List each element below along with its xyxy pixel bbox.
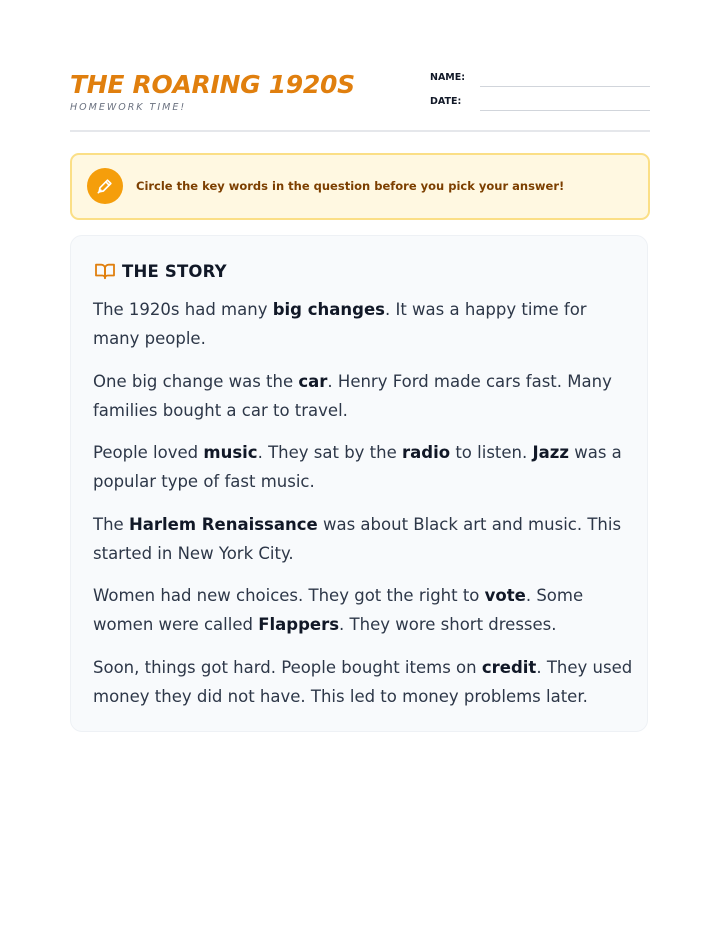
key-word: music [203,443,258,462]
story-paragraph [93,367,633,425]
story-paragraph [93,295,633,353]
story-text: One big change was the [93,371,299,391]
story-text: . It was a happy time for many people. [93,300,587,348]
story-text: Soon, things got hard. People bought items on [93,657,482,677]
story-text: . Some women were called [93,586,584,634]
story-text: Women had new choices. They got the right to [93,586,485,605]
story-title: THE STORY [122,261,227,281]
story-body [93,295,633,724]
story-heading [94,260,227,282]
pencil-edit-icon [87,168,123,204]
date-line[interactable] [480,110,650,111]
story-text: to listen. [450,443,533,462]
name-field[interactable] [430,72,650,92]
story-text: . They sat by the [257,443,403,462]
open-book-icon [94,262,116,280]
story-text: . They used money they did not have. This led to money problems later. [93,657,633,706]
key-word: radio [402,443,451,462]
key-word: Flappers [258,615,340,634]
key-word: big changes [272,300,385,319]
story-text: was a popular type of fast music. [93,443,622,491]
story-panel [70,235,648,732]
story-paragraph [93,438,633,496]
story-paragraph [93,510,633,568]
date-label: DATE: [430,96,462,107]
tip-callout [70,153,650,220]
name-label: NAME: [430,72,466,83]
story-text: People loved [93,443,204,462]
key-word: Jazz [532,443,569,462]
key-word: credit [481,657,537,677]
story-paragraph [93,581,633,639]
date-field[interactable] [430,96,650,116]
page-subtitle: HOMEWORK TIME! [70,102,187,113]
tip-text: Circle the key words in the question before you pick your answer! [136,179,565,193]
worksheet-header [70,68,650,130]
story-text: The 1920s had many [93,300,273,319]
key-word: car [298,371,328,391]
key-word: Harlem Renaissance [128,514,318,534]
key-word: vote [484,586,526,605]
page-title: THE ROARING 1920S [70,70,355,99]
story-text: was about Black art and music. This started in New York City. [93,514,622,563]
story-text: . Henry Ford made cars fast. Many families bought a car to travel. [93,371,612,420]
name-line[interactable] [480,86,650,87]
header-divider [70,130,650,132]
story-text: The [93,514,129,534]
story-text: . They wore short dresses. [339,615,557,634]
story-paragraph [93,653,633,711]
